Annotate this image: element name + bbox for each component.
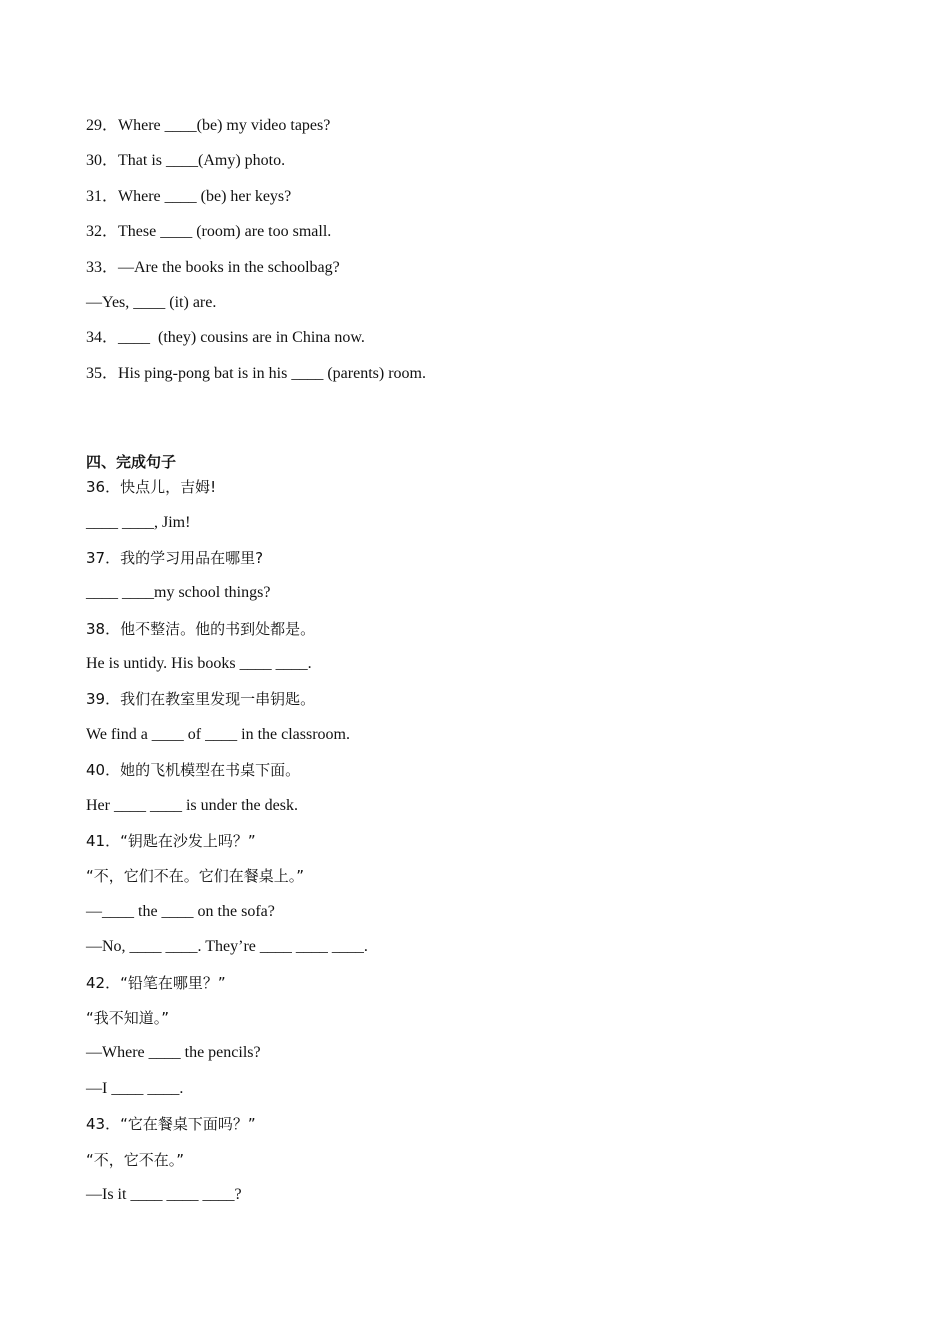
question-29: 29．Where ____(be) my video tapes? <box>86 117 331 134</box>
question-40-prompt: 40．她的飞机模型在书桌下面。 <box>86 761 301 780</box>
question-38-sentence: He is untidy. His books ____ ____. <box>86 655 312 673</box>
question-40-sentence: Her ____ ____ is under the desk. <box>86 796 298 814</box>
question-41-sentence-b: —No, ____ ____. They’re ____ ____ ____. <box>86 938 368 956</box>
question-37-prompt: 37．我的学习用品在哪里? <box>86 548 264 567</box>
question-35: 35．His ping-pong bat is in his ____ (parents) room. <box>86 364 426 382</box>
worksheet-page <box>86 114 886 1218</box>
question-42-sentence-b: —I ____ ____. <box>86 1079 184 1097</box>
question-42-prompt-a: 42．“铅笔在哪里？” <box>86 973 226 992</box>
question-30: 30．That is ____(Amy) photo. <box>86 152 286 170</box>
question-33: 33．—Are the books in the schoolbag? <box>86 258 340 276</box>
question-36-sentence: ____ ____, Jim! <box>86 513 191 531</box>
question-32: 32．These ____ (room) are too small. <box>86 223 332 241</box>
question-31: 31．Where ____ (be) her keys? <box>86 187 292 205</box>
question-43-prompt-a: 43．“它在餐桌下面吗？” <box>86 1115 256 1134</box>
question-42-prompt-b: “我不知道。” <box>86 1008 170 1027</box>
question-43-prompt-b: “不，它不在。” <box>86 1150 185 1169</box>
question-36-prompt: 36．快点儿，吉姆! <box>86 478 217 497</box>
question-41-prompt-a: 41．“钥匙在沙发上吗？” <box>86 832 256 851</box>
question-33-answer: —Yes, ____ (it) are. <box>86 293 217 311</box>
question-41-sentence-a: —____ the ____ on the sofa? <box>86 902 275 920</box>
question-43-sentence: —Is it ____ ____ ____? <box>86 1185 242 1203</box>
question-39-sentence: We find a ____ of ____ in the classroom. <box>86 725 350 743</box>
question-34: 34．____ (they) cousins are in China now. <box>86 329 365 347</box>
question-37-sentence: ____ ____my school things? <box>86 584 271 602</box>
question-38-prompt: 38．他不整洁。他的书到处都是。 <box>86 619 316 638</box>
section-3-questions <box>86 114 886 397</box>
question-42-sentence-a: —Where ____ the pencils? <box>86 1044 261 1062</box>
section-4-heading: 四、完成句子 <box>86 453 177 472</box>
section-4-questions <box>86 475 886 1218</box>
question-41-prompt-b: “不，它们不在。它们在餐桌上。” <box>86 867 305 886</box>
question-39-prompt: 39．我们在教室里发现一串钥匙。 <box>86 690 316 709</box>
